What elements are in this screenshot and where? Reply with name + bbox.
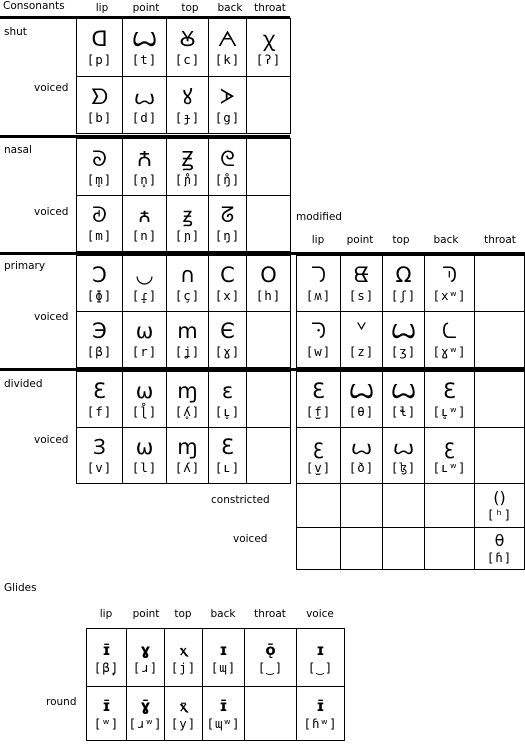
- modified-grid-primary: [296, 255, 525, 368]
- cell: [77, 19, 123, 77]
- cell: [297, 484, 341, 528]
- cell: [123, 196, 167, 252]
- section-shut: shut: [4, 26, 27, 38]
- glyph: O: [260, 263, 277, 287]
- glyph: ⲭ: [180, 640, 187, 659]
- cell: [247, 196, 291, 252]
- ipa-value: [ɰʷ]: [206, 715, 241, 731]
- cell: [123, 372, 167, 428]
- cell: [425, 428, 475, 484]
- ipa-value: [ɭ̊]: [131, 404, 158, 419]
- ipa-value: [m]: [86, 228, 113, 243]
- col-header-top: top: [181, 2, 199, 14]
- cell: [475, 528, 525, 570]
- glyph: Э: [92, 319, 107, 343]
- consonants-grid-nasal: [76, 138, 291, 252]
- col-header-back: back: [217, 2, 243, 14]
- cell: [341, 256, 383, 312]
- cell: [123, 77, 167, 134]
- ipa-value: [ʷ]: [93, 715, 120, 731]
- ipa-value: [ɲ]: [174, 228, 201, 243]
- ipa-value: [s]: [348, 288, 375, 303]
- col-header-throat: throat: [254, 608, 286, 620]
- glyph: ꙍ: [392, 435, 415, 459]
- glyph: m: [177, 319, 198, 343]
- glyph: ɪ̄: [102, 696, 111, 715]
- cell: [167, 139, 209, 196]
- cell: [297, 687, 345, 741]
- ipa-value: [ɟ]: [174, 109, 201, 125]
- ipa-value: [ɲ̊]: [174, 171, 201, 187]
- cell: [77, 372, 123, 428]
- ipa-value: [r]: [131, 344, 158, 359]
- glyph: ᘄ: [311, 263, 326, 287]
- row-label-voiced: voiced: [233, 533, 268, 545]
- glyph: ᗤ: [90, 84, 109, 109]
- glyph: ᘇ: [442, 319, 457, 343]
- glyph: ᘔ: [220, 203, 235, 227]
- glyph: ꙃ: [182, 203, 193, 227]
- glyph: ɪ̄: [316, 696, 325, 715]
- ipa-value: [β̞]: [93, 659, 120, 675]
- cell: [209, 256, 247, 312]
- cell: [165, 629, 203, 687]
- glyph: ᗡ: [91, 27, 108, 51]
- ipa-value: [ɰ]: [210, 659, 237, 675]
- cell: [127, 687, 165, 741]
- cell: [297, 528, 341, 570]
- cell: [77, 256, 123, 312]
- glyph: ᘐ: [92, 146, 107, 171]
- cell: [247, 77, 291, 134]
- glyph: ꜫ: [443, 435, 456, 459]
- row-label-voiced: voiced: [34, 434, 69, 446]
- row-label-voiced: voiced: [34, 206, 69, 218]
- ipa-value: [ʒ]: [390, 344, 417, 359]
- ipa-value: [ʃ]: [390, 288, 417, 303]
- cell: [383, 256, 425, 312]
- ipa-value: [y]: [170, 715, 197, 731]
- cell: [203, 687, 245, 741]
- glyph: ω: [135, 435, 154, 459]
- col-header-throat: throat: [484, 234, 516, 246]
- glyph: C: [220, 263, 235, 287]
- glyph: ɱ: [177, 435, 198, 459]
- col-header-back: back: [433, 234, 459, 246]
- col-header-lip: lip: [95, 2, 109, 14]
- cell: [425, 256, 475, 312]
- glyph: ᗅ: [217, 27, 238, 51]
- glyph: Ꙍ: [391, 319, 416, 343]
- cell: [209, 372, 247, 428]
- cell: [247, 19, 291, 77]
- cell: [341, 372, 383, 428]
- glyph: ɪ̄: [102, 640, 111, 659]
- cell: [383, 312, 425, 368]
- cell: [247, 256, 291, 312]
- col-header-back: back: [210, 608, 236, 620]
- col-header-lip: lip: [311, 234, 325, 246]
- ipa-value: [ʟ̥ʷ]: [432, 404, 467, 419]
- cell: [167, 77, 209, 134]
- col-header-point: point: [346, 234, 374, 246]
- ipa-value: [ʰ]: [486, 507, 513, 522]
- ipa-value: [n̥]: [131, 171, 158, 187]
- col-header-lip: lip: [99, 608, 113, 620]
- glyph: Ꙍ: [132, 27, 157, 51]
- glyph: ω: [135, 319, 154, 343]
- glyph: ᘆ: [311, 319, 326, 343]
- cell: [297, 312, 341, 368]
- ipa-value: [v]: [86, 460, 113, 475]
- glyph: Ꙍ: [349, 379, 374, 403]
- consonants-grid-divided: [76, 371, 291, 484]
- row-label-voiced: voiced: [34, 82, 69, 94]
- ipa-value: [ʎ̥]: [174, 404, 201, 419]
- cell: [123, 19, 167, 77]
- glyph: ∩: [179, 263, 196, 287]
- ipa-value: [xʷ]: [432, 288, 467, 303]
- cell: [87, 629, 127, 687]
- glyph: Є: [220, 319, 235, 343]
- cell: [297, 428, 341, 484]
- cell: [209, 77, 247, 134]
- ipa-value: [f̫]: [305, 404, 332, 419]
- cell: [167, 372, 209, 428]
- cell: [383, 484, 425, 528]
- glyph: ɣ: [140, 640, 151, 659]
- ipa-value: [ɹ]: [132, 659, 159, 675]
- cell: [475, 372, 525, 428]
- glyph: (): [493, 488, 506, 507]
- cell: [123, 428, 167, 484]
- cell: [247, 428, 291, 484]
- col-header-point: point: [132, 2, 160, 14]
- cell: [475, 312, 525, 368]
- ipa-value: [c]: [174, 52, 201, 67]
- ipa-value: [k]: [214, 52, 241, 67]
- glyph: ꙋ: [182, 84, 193, 109]
- modified-grid-divided: [296, 371, 525, 570]
- glyph: Ꙃ: [181, 146, 194, 171]
- ipa-value: [ɾ̥]: [131, 288, 158, 303]
- glides-grid: [86, 628, 345, 741]
- glyph: ᘑ: [92, 203, 107, 227]
- cell: [297, 372, 341, 428]
- ipa-value: [ɦʷ]: [303, 715, 338, 731]
- cell: [341, 484, 383, 528]
- cell: [209, 312, 247, 368]
- ipa-value: [ɹʷ]: [128, 715, 163, 731]
- glyph: ꜫ: [312, 435, 325, 459]
- section-primary: primary: [4, 260, 46, 272]
- ipa-value: [ɣʷ]: [432, 344, 467, 359]
- cell: [77, 196, 123, 252]
- cell: [245, 687, 297, 741]
- cell: [247, 312, 291, 368]
- glyph: ω: [135, 379, 154, 403]
- ipa-value: [ɸ]: [86, 288, 113, 303]
- cell: [425, 528, 475, 570]
- ipa-value: [j]: [170, 659, 197, 675]
- glyph: Ɛ: [93, 379, 106, 403]
- ipa-value: [m̥]: [86, 171, 113, 187]
- ipa-value: [‿]: [307, 659, 334, 675]
- ipa-value: [x]: [214, 288, 241, 303]
- cell: [247, 139, 291, 196]
- cell: [475, 484, 525, 528]
- glyph: ⲭ̄: [180, 696, 187, 715]
- ipa-value: [ɦ]: [486, 550, 513, 565]
- cell: [209, 196, 247, 252]
- consonants-grid-shut: [76, 18, 291, 134]
- cell: [425, 312, 475, 368]
- section-divided: divided: [4, 378, 43, 390]
- glyph: ɪ̄: [219, 696, 228, 715]
- ipa-value: [z]: [348, 344, 375, 359]
- ipa-value: [ʟ]: [214, 460, 241, 475]
- consonants-grid-primary: [76, 255, 291, 368]
- glyph: θ: [494, 531, 505, 550]
- ipa-value: [l]: [131, 460, 158, 475]
- glyph: Ꜫ: [312, 379, 325, 403]
- glyph: Ɛ: [221, 435, 234, 459]
- ipa-value: [b]: [86, 109, 113, 125]
- cell: [425, 484, 475, 528]
- glyph: Ɜ: [93, 435, 106, 459]
- ipa-value: [v̫]: [305, 460, 332, 475]
- cell: [167, 19, 209, 77]
- row-label-voiced: voiced: [34, 311, 69, 323]
- glyph: ꙍ: [133, 84, 156, 109]
- cell: [425, 372, 475, 428]
- modified-title: modified: [296, 211, 342, 223]
- cell: [475, 256, 525, 312]
- glyph: Ꜫ: [443, 379, 456, 403]
- cell: [341, 312, 383, 368]
- ipa-value: [ŋ]: [214, 228, 241, 243]
- ipa-value: [w]: [305, 344, 332, 359]
- glyph: ǭ: [265, 640, 276, 659]
- ipa-value: [t]: [131, 52, 158, 67]
- glyph: ɪ: [219, 640, 228, 659]
- cell: [77, 139, 123, 196]
- ipa-value: [g]: [214, 109, 241, 125]
- glyph: Ↄ: [92, 263, 107, 287]
- cell: [383, 528, 425, 570]
- cell: [77, 77, 123, 134]
- glyph: ꭓ: [262, 27, 275, 51]
- ipa-value: [ɬ]: [390, 404, 417, 419]
- glyph: ᗆ: [219, 84, 236, 109]
- cell: [123, 256, 167, 312]
- consonants-title: Consonants: [3, 0, 65, 12]
- cell: [247, 372, 291, 428]
- ipa-value: [ç]: [174, 288, 201, 303]
- cell: [383, 372, 425, 428]
- row-label-constricted: constricted: [211, 494, 270, 506]
- cell: [297, 629, 345, 687]
- cell: [167, 196, 209, 252]
- cell: [475, 428, 525, 484]
- ipa-value: [ŋ̊]: [214, 171, 241, 187]
- ipa-value: [β]: [86, 344, 113, 359]
- glyph: ɣ̄: [140, 696, 151, 715]
- cell: [341, 428, 383, 484]
- glyph: ᘓ: [220, 146, 235, 171]
- row-label-round: round: [46, 696, 77, 708]
- glyph: Ꙍ: [391, 379, 416, 403]
- ipa-value: [ʟʷ]: [432, 460, 467, 475]
- cell: [167, 312, 209, 368]
- cell: [167, 428, 209, 484]
- col-header-top: top: [392, 234, 410, 246]
- cell: [127, 629, 165, 687]
- ipa-value: [‿]: [257, 659, 284, 675]
- glyph: ᘅ: [442, 263, 457, 287]
- ipa-value: [ʎ]: [174, 460, 201, 475]
- ipa-value: [f]: [86, 404, 113, 419]
- glyph: ꙍ: [350, 435, 373, 459]
- glyph: Ꙉ: [136, 146, 153, 171]
- cell: [297, 256, 341, 312]
- glides-title: Glides: [4, 582, 37, 594]
- col-header-voice: voice: [306, 608, 334, 620]
- cell: [341, 528, 383, 570]
- glyph: ◡: [135, 263, 154, 287]
- cell: [87, 687, 127, 741]
- cell: [77, 312, 123, 368]
- cell: [203, 629, 245, 687]
- cell: [77, 428, 123, 484]
- glyph: ꙉ: [137, 203, 152, 227]
- cell: [209, 19, 247, 77]
- col-header-top: top: [174, 608, 192, 620]
- ipa-value: [ɣ]: [214, 344, 241, 359]
- ipa-value: [ʟ̥]: [214, 404, 241, 419]
- ipa-value: [n]: [131, 228, 158, 243]
- ipa-value: [ʝ]: [174, 344, 201, 359]
- glyph: ɪ: [316, 640, 325, 659]
- ipa-value: [h]: [255, 288, 282, 303]
- ipa-value: [p]: [86, 52, 113, 67]
- glyph: ɛ: [221, 379, 234, 403]
- cell: [209, 139, 247, 196]
- ipa-value: [θ]: [348, 404, 375, 419]
- ipa-value: [ʍ]: [305, 288, 332, 303]
- glyph: Ꙋ: [179, 27, 196, 51]
- ipa-value: [ɮ]: [390, 460, 417, 475]
- cell: [165, 687, 203, 741]
- cell: [209, 428, 247, 484]
- cell: [245, 629, 297, 687]
- ipa-value: [ʔ]: [255, 52, 282, 67]
- glyph: Ω: [395, 263, 412, 287]
- glyph: ᘀ: [353, 263, 370, 287]
- cell: [167, 256, 209, 312]
- glyph: ɱ: [177, 379, 198, 403]
- ipa-value: [ð]: [348, 460, 375, 475]
- cell: [123, 312, 167, 368]
- cell: [123, 139, 167, 196]
- col-header-throat: throat: [254, 2, 286, 14]
- col-header-point: point: [132, 608, 160, 620]
- glyph: ᘁ: [356, 319, 367, 343]
- cell: [383, 428, 425, 484]
- section-nasal: nasal: [4, 144, 32, 156]
- ipa-value: [d]: [131, 109, 158, 125]
